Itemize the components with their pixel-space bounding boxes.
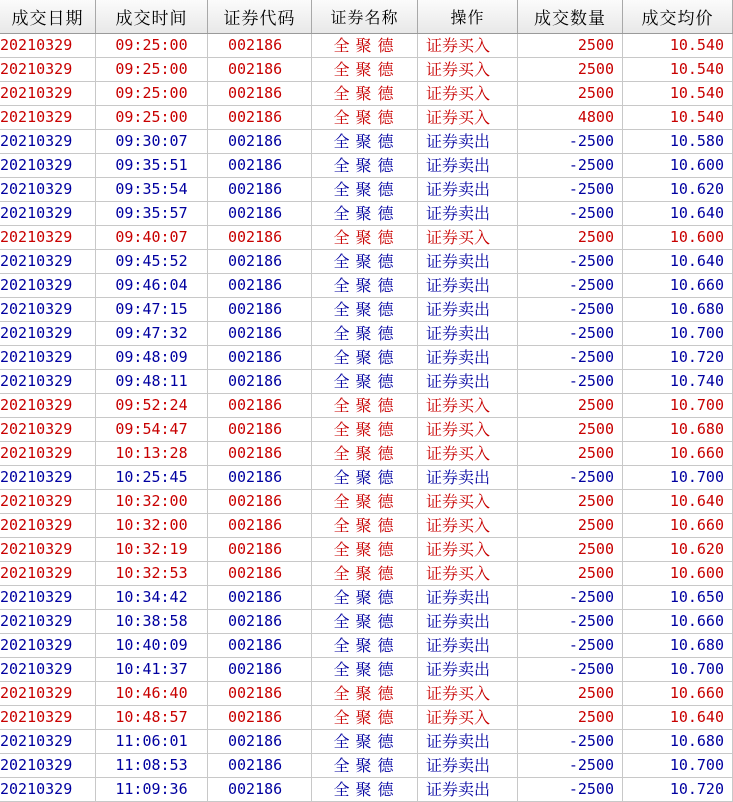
column-header-quantity[interactable]: 成交数量	[518, 0, 623, 33]
avg-price-cell: 10.600	[623, 154, 733, 177]
security-name-cell: 全聚德	[312, 58, 418, 81]
security-code-cell: 002186	[208, 586, 312, 609]
security-name-cell: 全聚德	[312, 418, 418, 441]
operation-cell: 证券卖出	[418, 274, 518, 297]
trade-time-cell: 09:45:52	[96, 250, 208, 273]
operation-cell: 证券买入	[418, 538, 518, 561]
security-name-cell: 全聚德	[312, 154, 418, 177]
trade-date-cell: 20210329	[0, 274, 96, 297]
operation-cell: 证券买入	[418, 82, 518, 105]
table-row[interactable]	[0, 250, 733, 274]
avg-price-cell: 10.680	[623, 730, 733, 753]
operation-cell: 证券卖出	[418, 754, 518, 777]
security-name-cell: 全聚德	[312, 562, 418, 585]
trade-date-cell: 20210329	[0, 418, 96, 441]
avg-price-cell: 10.680	[623, 298, 733, 321]
trade-date-cell: 20210329	[0, 202, 96, 225]
operation-cell: 证券买入	[418, 514, 518, 537]
avg-price-cell: 10.680	[623, 418, 733, 441]
table-row[interactable]	[0, 130, 733, 154]
table-row[interactable]	[0, 538, 733, 562]
table-row[interactable]	[0, 322, 733, 346]
trade-time-cell: 09:25:00	[96, 58, 208, 81]
security-code-cell: 002186	[208, 634, 312, 657]
operation-cell: 证券买入	[418, 418, 518, 441]
security-name-cell: 全聚德	[312, 202, 418, 225]
trade-time-cell: 09:47:15	[96, 298, 208, 321]
quantity-cell: -2500	[518, 370, 623, 393]
trade-date-cell: 20210329	[0, 346, 96, 369]
trade-time-cell: 10:46:40	[96, 682, 208, 705]
operation-cell: 证券买入	[418, 226, 518, 249]
trade-time-cell: 09:35:57	[96, 202, 208, 225]
trade-time-cell: 11:06:01	[96, 730, 208, 753]
avg-price-cell: 10.700	[623, 466, 733, 489]
column-header-trade-date[interactable]: 成交日期	[0, 0, 96, 33]
trade-time-cell: 10:32:19	[96, 538, 208, 561]
quantity-cell: 2500	[518, 82, 623, 105]
trade-date-cell: 20210329	[0, 130, 96, 153]
trade-date-cell: 20210329	[0, 178, 96, 201]
trade-date-cell: 20210329	[0, 586, 96, 609]
operation-cell: 证券买入	[418, 394, 518, 417]
operation-cell: 证券卖出	[418, 634, 518, 657]
quantity-cell: 2500	[518, 514, 623, 537]
table-row[interactable]	[0, 226, 733, 250]
security-name-cell: 全聚德	[312, 442, 418, 465]
table-header	[0, 0, 733, 34]
trade-time-cell: 09:25:00	[96, 106, 208, 129]
security-name-cell: 全聚德	[312, 82, 418, 105]
table-row[interactable]	[0, 682, 733, 706]
table-row[interactable]	[0, 34, 733, 58]
security-code-cell: 002186	[208, 514, 312, 537]
trade-time-cell: 09:35:51	[96, 154, 208, 177]
operation-cell: 证券买入	[418, 106, 518, 129]
avg-price-cell: 10.700	[623, 658, 733, 681]
avg-price-cell: 10.660	[623, 514, 733, 537]
quantity-cell: 4800	[518, 106, 623, 129]
operation-cell: 证券卖出	[418, 130, 518, 153]
operation-cell: 证券卖出	[418, 778, 518, 801]
quantity-cell: -2500	[518, 586, 623, 609]
trade-time-cell: 10:40:09	[96, 634, 208, 657]
security-name-cell: 全聚德	[312, 778, 418, 801]
quantity-cell: -2500	[518, 322, 623, 345]
avg-price-cell: 10.540	[623, 106, 733, 129]
security-code-cell: 002186	[208, 538, 312, 561]
avg-price-cell: 10.660	[623, 682, 733, 705]
trade-date-cell: 20210329	[0, 322, 96, 345]
security-code-cell: 002186	[208, 778, 312, 801]
avg-price-cell: 10.620	[623, 538, 733, 561]
trade-date-cell: 20210329	[0, 562, 96, 585]
quantity-cell: -2500	[518, 250, 623, 273]
table-row[interactable]	[0, 466, 733, 490]
column-header-avg-price[interactable]: 成交均价	[623, 0, 733, 33]
quantity-cell: 2500	[518, 226, 623, 249]
trade-date-cell: 20210329	[0, 658, 96, 681]
quantity-cell: -2500	[518, 202, 623, 225]
table-row[interactable]	[0, 586, 733, 610]
security-code-cell: 002186	[208, 154, 312, 177]
avg-price-cell: 10.640	[623, 202, 733, 225]
table-row[interactable]	[0, 298, 733, 322]
operation-cell: 证券卖出	[418, 250, 518, 273]
table-row[interactable]	[0, 274, 733, 298]
quantity-cell: 2500	[518, 538, 623, 561]
security-code-cell: 002186	[208, 178, 312, 201]
column-header-security-code[interactable]: 证券代码	[208, 0, 312, 33]
security-code-cell: 002186	[208, 442, 312, 465]
operation-cell: 证券卖出	[418, 178, 518, 201]
trade-time-cell: 09:30:07	[96, 130, 208, 153]
security-name-cell: 全聚德	[312, 34, 418, 57]
trade-date-cell: 20210329	[0, 490, 96, 513]
trade-date-cell: 20210329	[0, 610, 96, 633]
operation-cell: 证券买入	[418, 706, 518, 729]
trade-time-cell: 09:48:11	[96, 370, 208, 393]
avg-price-cell: 10.720	[623, 778, 733, 801]
trade-time-cell: 10:34:42	[96, 586, 208, 609]
table-row[interactable]	[0, 106, 733, 130]
avg-price-cell: 10.540	[623, 58, 733, 81]
trade-time-cell: 09:25:00	[96, 82, 208, 105]
security-name-cell: 全聚德	[312, 394, 418, 417]
operation-cell: 证券卖出	[418, 154, 518, 177]
quantity-cell: -2500	[518, 130, 623, 153]
trade-date-cell: 20210329	[0, 778, 96, 801]
operation-cell: 证券卖出	[418, 298, 518, 321]
operation-cell: 证券卖出	[418, 658, 518, 681]
quantity-cell: -2500	[518, 178, 623, 201]
quantity-cell: -2500	[518, 274, 623, 297]
avg-price-cell: 10.700	[623, 322, 733, 345]
trade-date-cell: 20210329	[0, 538, 96, 561]
avg-price-cell: 10.650	[623, 586, 733, 609]
trade-date-cell: 20210329	[0, 154, 96, 177]
trade-time-cell: 10:25:45	[96, 466, 208, 489]
trade-date-cell: 20210329	[0, 682, 96, 705]
security-code-cell: 002186	[208, 130, 312, 153]
trade-time-cell: 10:41:37	[96, 658, 208, 681]
quantity-cell: 2500	[518, 418, 623, 441]
trade-time-cell: 09:47:32	[96, 322, 208, 345]
security-name-cell: 全聚德	[312, 514, 418, 537]
table-row[interactable]	[0, 154, 733, 178]
security-code-cell: 002186	[208, 682, 312, 705]
security-code-cell: 002186	[208, 754, 312, 777]
quantity-cell: -2500	[518, 466, 623, 489]
trade-time-cell: 09:46:04	[96, 274, 208, 297]
security-code-cell: 002186	[208, 730, 312, 753]
table-row[interactable]	[0, 178, 733, 202]
quantity-cell: -2500	[518, 730, 623, 753]
avg-price-cell: 10.580	[623, 130, 733, 153]
operation-cell: 证券卖出	[418, 346, 518, 369]
trade-date-cell: 20210329	[0, 706, 96, 729]
quantity-cell: -2500	[518, 298, 623, 321]
operation-cell: 证券买入	[418, 562, 518, 585]
security-code-cell: 002186	[208, 58, 312, 81]
security-code-cell: 002186	[208, 274, 312, 297]
table-row[interactable]	[0, 778, 733, 802]
column-header-security-name[interactable]: 证券名称	[312, 0, 418, 33]
security-code-cell: 002186	[208, 610, 312, 633]
avg-price-cell: 10.640	[623, 250, 733, 273]
column-header-trade-time[interactable]: 成交时间	[96, 0, 208, 33]
security-name-cell: 全聚德	[312, 610, 418, 633]
security-name-cell: 全聚德	[312, 682, 418, 705]
avg-price-cell: 10.700	[623, 754, 733, 777]
security-code-cell: 002186	[208, 658, 312, 681]
operation-cell: 证券买入	[418, 490, 518, 513]
security-code-cell: 002186	[208, 202, 312, 225]
quantity-cell: -2500	[518, 754, 623, 777]
security-name-cell: 全聚德	[312, 226, 418, 249]
trade-time-cell: 10:32:53	[96, 562, 208, 585]
table-row[interactable]	[0, 610, 733, 634]
security-code-cell: 002186	[208, 106, 312, 129]
security-name-cell: 全聚德	[312, 130, 418, 153]
table-row[interactable]	[0, 82, 733, 106]
avg-price-cell: 10.540	[623, 82, 733, 105]
avg-price-cell: 10.740	[623, 370, 733, 393]
security-name-cell: 全聚德	[312, 298, 418, 321]
trade-date-cell: 20210329	[0, 370, 96, 393]
trade-time-cell: 11:08:53	[96, 754, 208, 777]
trade-date-cell: 20210329	[0, 82, 96, 105]
operation-cell: 证券卖出	[418, 730, 518, 753]
avg-price-cell: 10.540	[623, 34, 733, 57]
trade-time-cell: 10:13:28	[96, 442, 208, 465]
avg-price-cell: 10.640	[623, 706, 733, 729]
security-code-cell: 002186	[208, 298, 312, 321]
table-row[interactable]	[0, 346, 733, 370]
security-code-cell: 002186	[208, 394, 312, 417]
trade-time-cell: 09:40:07	[96, 226, 208, 249]
trade-date-cell: 20210329	[0, 730, 96, 753]
trade-date-cell: 20210329	[0, 442, 96, 465]
avg-price-cell: 10.720	[623, 346, 733, 369]
quantity-cell: -2500	[518, 658, 623, 681]
trade-time-cell: 11:09:36	[96, 778, 208, 801]
quantity-cell: 2500	[518, 490, 623, 513]
trade-time-cell: 10:32:00	[96, 490, 208, 513]
trade-date-cell: 20210329	[0, 106, 96, 129]
operation-cell: 证券卖出	[418, 370, 518, 393]
security-name-cell: 全聚德	[312, 322, 418, 345]
security-code-cell: 002186	[208, 250, 312, 273]
security-name-cell: 全聚德	[312, 466, 418, 489]
avg-price-cell: 10.660	[623, 442, 733, 465]
column-header-operation[interactable]: 操作	[418, 0, 518, 33]
table-body	[0, 34, 733, 802]
trade-time-cell: 09:52:24	[96, 394, 208, 417]
trade-time-cell: 09:35:54	[96, 178, 208, 201]
security-code-cell: 002186	[208, 490, 312, 513]
table-row[interactable]	[0, 754, 733, 778]
security-name-cell: 全聚德	[312, 250, 418, 273]
quantity-cell: 2500	[518, 34, 623, 57]
table-row[interactable]	[0, 490, 733, 514]
quantity-cell: -2500	[518, 346, 623, 369]
security-name-cell: 全聚德	[312, 274, 418, 297]
security-name-cell: 全聚德	[312, 586, 418, 609]
table-row[interactable]	[0, 730, 733, 754]
security-code-cell: 002186	[208, 466, 312, 489]
quantity-cell: 2500	[518, 442, 623, 465]
quantity-cell: 2500	[518, 706, 623, 729]
avg-price-cell: 10.700	[623, 394, 733, 417]
security-name-cell: 全聚德	[312, 658, 418, 681]
security-name-cell: 全聚德	[312, 706, 418, 729]
trade-date-cell: 20210329	[0, 226, 96, 249]
trade-date-cell: 20210329	[0, 754, 96, 777]
table-row[interactable]	[0, 658, 733, 682]
avg-price-cell: 10.660	[623, 274, 733, 297]
quantity-cell: -2500	[518, 154, 623, 177]
quantity-cell: 2500	[518, 562, 623, 585]
security-name-cell: 全聚德	[312, 178, 418, 201]
security-code-cell: 002186	[208, 418, 312, 441]
security-name-cell: 全聚德	[312, 538, 418, 561]
quantity-cell: 2500	[518, 394, 623, 417]
operation-cell: 证券买入	[418, 34, 518, 57]
quantity-cell: -2500	[518, 634, 623, 657]
security-name-cell: 全聚德	[312, 490, 418, 513]
avg-price-cell: 10.660	[623, 610, 733, 633]
quantity-cell: 2500	[518, 58, 623, 81]
operation-cell: 证券卖出	[418, 586, 518, 609]
table-row[interactable]	[0, 562, 733, 586]
avg-price-cell: 10.600	[623, 226, 733, 249]
security-name-cell: 全聚德	[312, 754, 418, 777]
trade-date-cell: 20210329	[0, 58, 96, 81]
avg-price-cell: 10.600	[623, 562, 733, 585]
avg-price-cell: 10.680	[623, 634, 733, 657]
table-row[interactable]	[0, 370, 733, 394]
trade-date-cell: 20210329	[0, 466, 96, 489]
security-code-cell: 002186	[208, 82, 312, 105]
security-name-cell: 全聚德	[312, 634, 418, 657]
table-row[interactable]	[0, 706, 733, 730]
quantity-cell: -2500	[518, 610, 623, 633]
operation-cell: 证券卖出	[418, 202, 518, 225]
security-code-cell: 002186	[208, 226, 312, 249]
table-row[interactable]	[0, 394, 733, 418]
quantity-cell: -2500	[518, 778, 623, 801]
trade-time-cell: 09:54:47	[96, 418, 208, 441]
operation-cell: 证券卖出	[418, 610, 518, 633]
security-code-cell: 002186	[208, 706, 312, 729]
security-name-cell: 全聚德	[312, 106, 418, 129]
operation-cell: 证券卖出	[418, 322, 518, 345]
operation-cell: 证券买入	[418, 682, 518, 705]
table-row[interactable]	[0, 634, 733, 658]
operation-cell: 证券卖出	[418, 466, 518, 489]
trade-time-cell: 09:25:00	[96, 34, 208, 57]
trade-date-cell: 20210329	[0, 634, 96, 657]
table-row[interactable]	[0, 514, 733, 538]
table-row[interactable]	[0, 202, 733, 226]
avg-price-cell: 10.620	[623, 178, 733, 201]
table-row[interactable]	[0, 442, 733, 466]
operation-cell: 证券买入	[418, 442, 518, 465]
security-name-cell: 全聚德	[312, 346, 418, 369]
trade-date-cell: 20210329	[0, 298, 96, 321]
security-code-cell: 002186	[208, 34, 312, 57]
trade-date-cell: 20210329	[0, 394, 96, 417]
trade-date-cell: 20210329	[0, 514, 96, 537]
avg-price-cell: 10.640	[623, 490, 733, 513]
trade-time-cell: 10:38:58	[96, 610, 208, 633]
operation-cell: 证券买入	[418, 58, 518, 81]
trade-time-cell: 09:48:09	[96, 346, 208, 369]
trade-date-cell: 20210329	[0, 250, 96, 273]
security-code-cell: 002186	[208, 562, 312, 585]
security-name-cell: 全聚德	[312, 730, 418, 753]
security-code-cell: 002186	[208, 346, 312, 369]
quantity-cell: 2500	[518, 682, 623, 705]
table-row[interactable]	[0, 418, 733, 442]
security-name-cell: 全聚德	[312, 370, 418, 393]
table-row[interactable]	[0, 58, 733, 82]
trade-date-cell: 20210329	[0, 34, 96, 57]
trade-time-cell: 10:48:57	[96, 706, 208, 729]
trade-time-cell: 10:32:00	[96, 514, 208, 537]
security-code-cell: 002186	[208, 322, 312, 345]
security-code-cell: 002186	[208, 370, 312, 393]
